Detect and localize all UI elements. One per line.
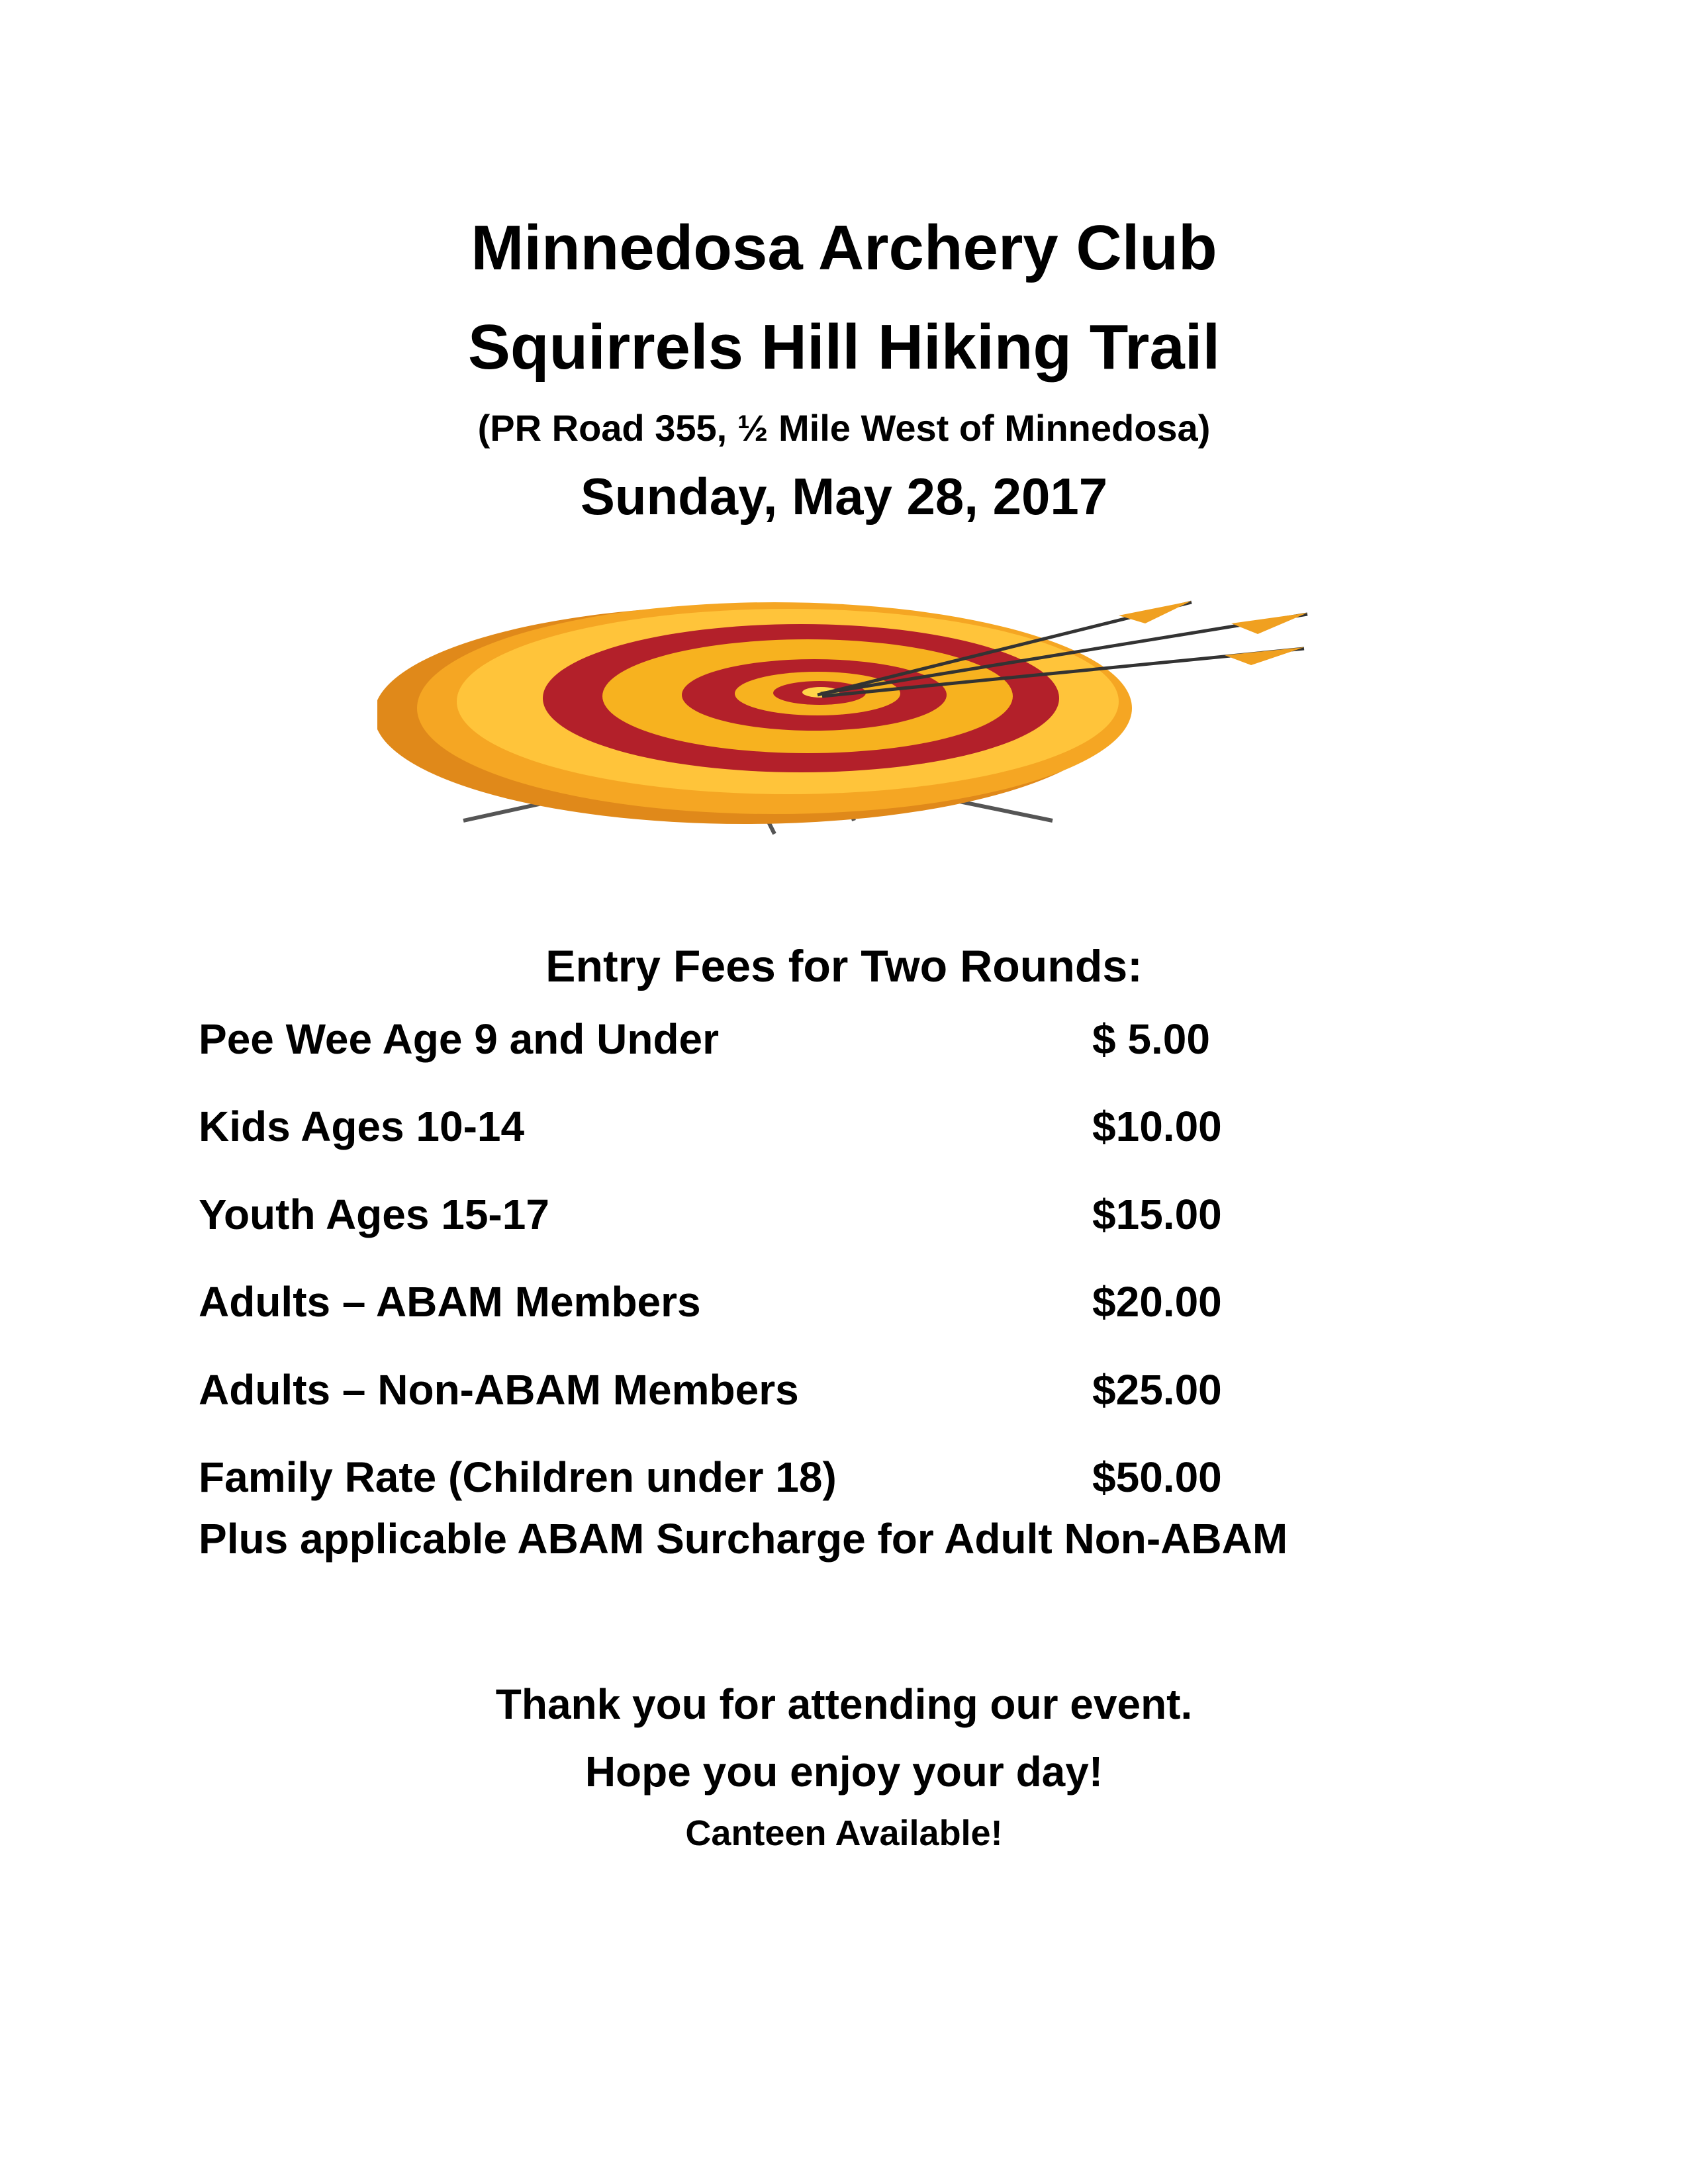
fee-row [199, 1009, 1523, 1069]
thanks-message: Thank you for attending our event. [495, 1680, 1193, 1728]
fee-price: $20.00 [1092, 1278, 1222, 1326]
fee-row [199, 1447, 1523, 1507]
fee-label: Pee Wee Age 9 and Under [199, 1015, 720, 1063]
fees-heading: Entry Fees for Two Rounds: [545, 941, 1143, 991]
fee-label: Kids Ages 10-14 [199, 1103, 525, 1150]
archery-target-icon [377, 582, 1317, 847]
fee-price: $15.00 [1092, 1191, 1222, 1238]
fee-label: Youth Ages 15-17 [199, 1191, 549, 1238]
fee-row [199, 1185, 1523, 1244]
fee-row [199, 1360, 1523, 1420]
fee-row [199, 1272, 1523, 1332]
canteen-note: Canteen Available! [685, 1813, 1003, 1853]
fee-price: $50.00 [1092, 1453, 1222, 1501]
surcharge-note: Plus applicable ABAM Surcharge for Adult Non-ABAM [199, 1515, 1288, 1563]
fee-row [199, 1097, 1523, 1156]
trail-title: Squirrels Hill Hiking Trail [467, 312, 1221, 383]
arrow-fletching-1 [1119, 601, 1192, 623]
fee-price: $10.00 [1092, 1103, 1222, 1150]
arrow-fletching-3 [1225, 647, 1304, 665]
arrow-fletching-2 [1231, 613, 1307, 634]
fee-price: $ 5.00 [1092, 1015, 1210, 1063]
club-title: Minnedosa Archery Club [471, 212, 1217, 283]
fee-label: Adults – Non-ABAM Members [199, 1366, 799, 1414]
event-date: Sunday, May 28, 2017 [580, 467, 1108, 525]
fee-label: Family Rate (Children under 18) [199, 1453, 837, 1501]
fee-label: Adults – ABAM Members [199, 1278, 701, 1326]
enjoy-message: Hope you enjoy your day! [585, 1748, 1103, 1796]
location-subtitle: (PR Road 355, ½ Mile West of Minnedosa) [477, 407, 1211, 449]
fee-price: $25.00 [1092, 1366, 1222, 1414]
